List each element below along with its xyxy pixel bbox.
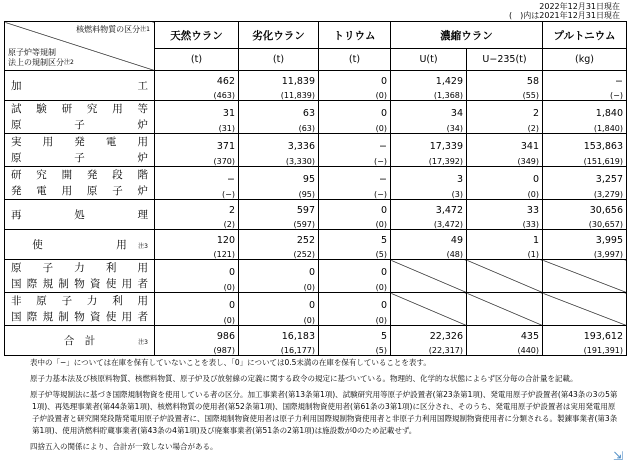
value-current: − [543,71,627,88]
table-corner-header: 核燃料物質の区分$^{注1}$ 原子炉等規制 法上の規制区分$^{注2}$ [5,22,155,71]
value-current: 63 [239,101,319,119]
value-current: 3 [391,167,467,185]
footnotes [8,357,620,453]
value-previous: (34) [391,119,467,134]
value-previous: (48) [391,246,467,260]
value-previous: (−) [319,152,391,167]
hatched-empty-cell [467,293,543,326]
value-previous: (95) [239,185,319,200]
value-previous: (0) [319,119,391,134]
row-label: 再 処 理 [5,200,155,230]
value-current: 5 [319,230,391,247]
value-current: 341 [467,134,543,152]
value-current: 986 [155,326,239,343]
value-current: 193,612 [543,326,627,343]
value-current: 49 [391,230,467,247]
hatched-empty-cell [543,260,627,293]
value-previous: (1,368) [391,87,467,101]
value-previous: (30,657) [543,216,627,230]
value-current: 0 [319,293,391,311]
as-of-previous: ( )内は2021年12月31日現在 [509,11,620,20]
value-current: 11,839 [239,71,319,88]
value-previous: (463) [155,87,239,101]
value-previous: (3,279) [543,185,627,200]
unit-cell: (t) [239,49,319,71]
value-previous: (2) [155,216,239,230]
value-previous: (1,840) [543,119,627,134]
hatched-empty-cell [467,260,543,293]
footnote: 四捨五入の関係により、合計が一致しない場合がある。 [30,442,218,451]
value-previous: (0) [239,278,319,293]
col-header-plutonium: プルトニウム [543,22,627,49]
row-label: 使 用 注3 [5,230,155,260]
value-previous: (63) [239,119,319,134]
value-current: 120 [155,230,239,247]
value-current: 0 [319,71,391,88]
col-header-enriched-uranium: 濃縮ウラン [391,22,543,49]
nuclear-material-inventory-table [4,21,627,356]
value-previous: (987) [155,342,239,356]
expand-arrow-icon[interactable]: ⇲ [613,449,624,463]
value-previous: (22,317) [391,342,467,356]
footnote: 原子炉等規制法に基づき国際規制物資を使用している者の区分。加工事業者(第13条第1項)、試験研究用等原子炉設置者(第23条第1項)、発電用原子炉設置者(第43条の3の5第1項)、再処理事業者(第44条第1項)、核燃料物質の使用者(第52条第1項)、国際規制物資使用者(第61条の3第1項)に区分され、そのうち、発電用原子炉設置者は実用発電用原子炉設置者と研究開発段階発電用原子炉設置者に、国際規制物資使用者は原子力利用国際規制物資使用者と非原子力利用国際規制物資使用者に分類される。製錬事業者(第3条第1項)、使用済燃料貯蔵事業者(第43条の4第1項)及び廃棄事業者(第51条の2第1項)は施設数が0のため記載せず。 [30,390,618,435]
value-current: 371 [155,134,239,152]
value-previous: (0) [319,311,391,326]
value-current: 0 [239,260,319,278]
value-current: 33 [467,200,543,217]
value-current: 16,183 [239,326,319,343]
value-previous: (0) [467,185,543,200]
value-previous: (597) [239,216,319,230]
value-current: 153,863 [543,134,627,152]
value-current: − [319,134,391,152]
value-current: 1,429 [391,71,467,88]
value-previous: (349) [467,152,543,167]
unit-cell: U(t) [391,49,467,71]
row-label: 試験研究用等 原子炉 [5,101,155,134]
footnote: 原子力基本法及び核原料物質、核燃料物質、原子炉及び放射線の定義に関する政令の規定に基づいている。物理的、化学的な状態によらず区分毎の合計量を記載。 [30,374,578,383]
value-previous: (3,472) [391,216,467,230]
value-previous: (−) [155,185,239,200]
unit-cell: (t) [155,49,239,71]
value-previous: (252) [239,246,319,260]
value-current: 435 [467,326,543,343]
value-previous: (3,997) [543,246,627,260]
value-previous: (5) [319,342,391,356]
value-previous: (17,392) [391,152,467,167]
value-previous: (0) [239,311,319,326]
value-current: − [155,167,239,185]
as-of-current: 2022年12月31日現在 [539,2,620,11]
value-current: 252 [239,230,319,247]
value-current: 0 [319,260,391,278]
col-header-natural-uranium: 天然ウラン [155,22,239,49]
unit-cell: (kg) [543,49,627,71]
value-previous: (0) [319,87,391,101]
value-previous: (16,177) [239,342,319,356]
row-label: 研究開発段階 発電用原子炉 [5,167,155,200]
value-current: 0 [239,293,319,311]
value-current: 3,472 [391,200,467,217]
value-current: 3,336 [239,134,319,152]
value-current: 0 [155,293,239,311]
value-previous: (55) [467,87,543,101]
value-current: − [319,167,391,185]
value-previous: (151,619) [543,152,627,167]
hatched-empty-cell [391,293,467,326]
value-current: 0 [467,167,543,185]
value-previous: (−) [319,185,391,200]
value-previous: (0) [319,216,391,230]
hatched-empty-cell [543,293,627,326]
value-previous: (121) [155,246,239,260]
col-header-depleted-uranium: 劣化ウラン [239,22,319,49]
value-previous: (5) [319,246,391,260]
value-previous: (3) [391,185,467,200]
value-previous: (0) [155,311,239,326]
value-current: 22,326 [391,326,467,343]
value-current: 0 [319,200,391,217]
hatched-empty-cell [391,260,467,293]
value-previous: (11,839) [239,87,319,101]
value-previous: (0) [319,278,391,293]
value-current: 1,840 [543,101,627,119]
value-previous: (3,330) [239,152,319,167]
unit-cell: U−235(t) [467,49,543,71]
value-current: 17,339 [391,134,467,152]
row-label: 加 工 [5,71,155,101]
row-label: 合 計 注3 [5,326,155,356]
value-previous: (0) [155,278,239,293]
row-label: 実用発電用 原子炉 [5,134,155,167]
value-previous: (440) [467,342,543,356]
value-current: 462 [155,71,239,88]
row-label: 非原子力利用 国際規制物資使用者 [5,293,155,326]
value-current: 95 [239,167,319,185]
value-current: 31 [155,101,239,119]
value-current: 30,656 [543,200,627,217]
value-current: 1 [467,230,543,247]
value-current: 2 [155,200,239,217]
value-previous: (191,391) [543,342,627,356]
value-previous: (1) [467,246,543,260]
value-current: 3,257 [543,167,627,185]
value-current: 58 [467,71,543,88]
value-current: 5 [319,326,391,343]
unit-cell: (t) [319,49,391,71]
value-current: 0 [319,101,391,119]
value-previous: (2) [467,119,543,134]
value-current: 0 [155,260,239,278]
value-current: 2 [467,101,543,119]
col-header-thorium: トリウム [319,22,391,49]
row-label: 原子力利用 国際規制物資使用者 [5,260,155,293]
footnote: 表中の「−」については在庫を保有していないことを表し、「0」については0.5未満の在庫を保有していることを表す。 [30,358,431,367]
value-previous: (31) [155,119,239,134]
value-previous: (33) [467,216,543,230]
value-current: 597 [239,200,319,217]
value-previous: (370) [155,152,239,167]
value-current: 3,995 [543,230,627,247]
value-current: 34 [391,101,467,119]
value-previous: (−) [543,87,627,101]
